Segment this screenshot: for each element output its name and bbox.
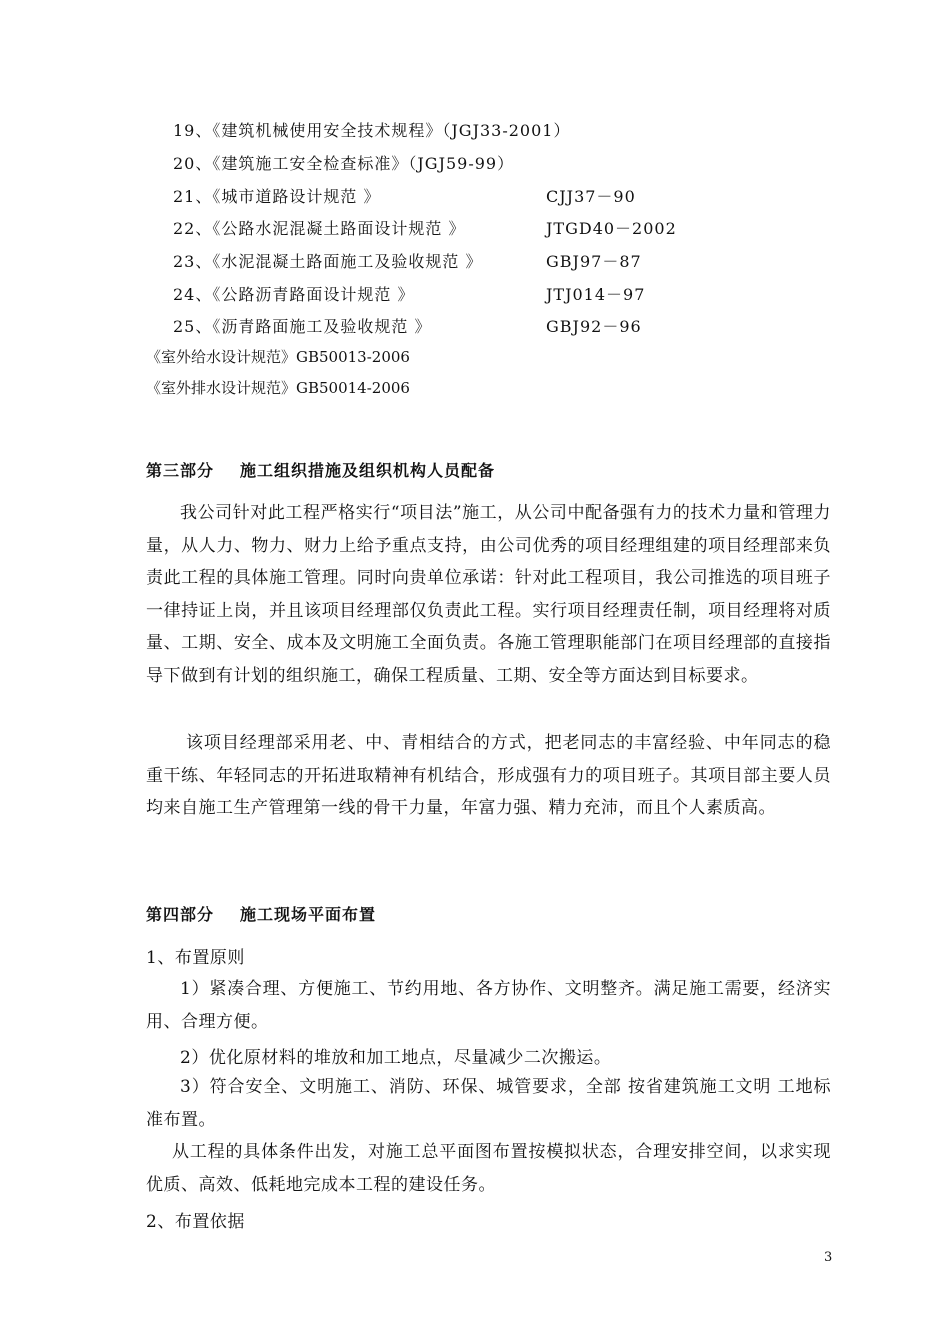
- reference-title: 《建筑机械使用安全技术规程》（JGJ33-2001）: [212, 121, 571, 140]
- section-part-label: 第四部分: [146, 905, 215, 924]
- reference-number: 20、: [173, 154, 213, 173]
- reference-item: [173, 314, 642, 337]
- section-part-label: 第三部分: [146, 461, 215, 480]
- principle-item: 1）紧凑合理、方便施工、节约用地、各方协作、文明整齐。满足施工需要，经济实用、合理方便。: [146, 979, 831, 1032]
- reference-code: JTJ014－97: [546, 285, 646, 304]
- standard-item: 《室外给水设计规范》GB50013-2006: [146, 348, 410, 366]
- reference-number: 22、: [173, 219, 213, 238]
- reference-number: 23、: [173, 252, 213, 271]
- principle-item: 3）符合安全、文明施工、消防、环保、城管要求，全部 按省建筑施工文明 工地标准布置。: [146, 1077, 831, 1130]
- standard-item: 《室外排水设计规范》GB50014-2006: [146, 379, 410, 397]
- reference-number: 25、: [173, 317, 213, 336]
- reference-number: 21、: [173, 187, 213, 206]
- reference-code: JTGD40－2002: [546, 219, 677, 238]
- reference-number: 24、: [173, 285, 213, 304]
- reference-title: 《水泥混凝土路面施工及验收规范 》: [212, 252, 483, 271]
- reference-item: [173, 184, 636, 207]
- reference-code: GBJ97－87: [546, 252, 642, 271]
- reference-item: [173, 118, 570, 141]
- subsection-heading: 1、布置原则: [146, 948, 245, 968]
- body-paragraph: 从工程的具体条件出发，对施工总平面图布置按模拟状态，合理安排空间，以求实现优质、高效、低耗地完成本工程的建设任务。: [146, 1142, 831, 1195]
- body-paragraph: 我公司针对此工程严格实行“项目法”施工，从公司中配备强有力的技术力量和管理力量，从人力、物力、财力上给予重点支持，由公司优秀的项目经理组建的项目经理部来负责此工程的具体施工管理。同时向贵单位承诺：针对此工程项目，我公司推选的项目班子一律持证上岗，并且该项目经理部仅负责此工程。实行项目经理责任制，项目经理将对质量、工期、安全、成本及文明施工全面负责。各施工管理职能部门在项目经理部的直接指导下做到有计划的组织施工，确保工程质量、工期、安全等方面达到目标要求。: [146, 503, 831, 686]
- section-title: 施工现场平面布置: [240, 905, 377, 924]
- section-heading: [146, 902, 376, 925]
- reference-number: 19、: [173, 121, 213, 140]
- body-paragraph: 该项目经理部采用老、中、青相结合的方式，把老同志的丰富经验、中年同志的稳重干练、年轻同志的开拓进取精神有机结合，形成强有力的项目班子。其项目部主要人员均来自施工生产管理第一线的骨干力量，年富力强、精力充沛，而且个人素质高。: [146, 733, 831, 819]
- reference-title: 《建筑施工安全检查标准》（JGJ59-99）: [212, 154, 515, 173]
- reference-title: 《公路水泥混凝土路面设计规范 》: [212, 219, 466, 238]
- page-number: 3: [824, 1250, 833, 1265]
- reference-item: [173, 249, 642, 272]
- section-heading: [146, 458, 495, 481]
- reference-code: CJJ37－90: [546, 187, 636, 206]
- principle-item: 2）优化原材料的堆放和加工地点，尽量减少二次搬运。: [180, 1048, 612, 1068]
- reference-title: 《沥青路面施工及验收规范 》: [212, 317, 432, 336]
- reference-item: [173, 282, 646, 305]
- reference-item: [173, 216, 677, 239]
- reference-item: [173, 151, 514, 174]
- reference-code: GBJ92－96: [546, 317, 642, 336]
- reference-title: 《公路沥青路面设计规范 》: [212, 285, 415, 304]
- reference-title: 《城市道路设计规范 》: [212, 187, 381, 206]
- subsection-heading: 2、布置依据: [146, 1212, 245, 1232]
- section-title: 施工组织措施及组织机构人员配备: [240, 461, 496, 480]
